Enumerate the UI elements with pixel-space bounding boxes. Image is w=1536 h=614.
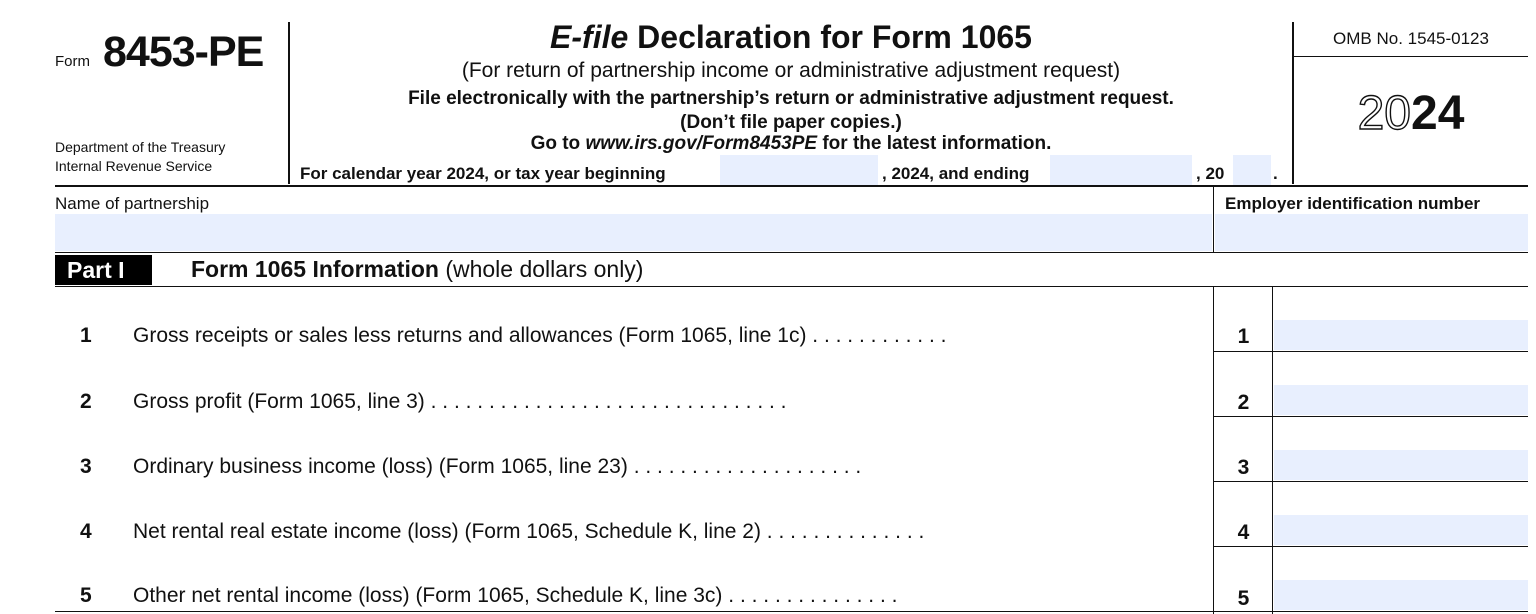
line-description (133, 324, 946, 348)
line-number: 2 (80, 390, 92, 413)
tax-year (1294, 86, 1528, 141)
title-efile: E-file (550, 19, 629, 55)
calendar-period: . (1273, 164, 1278, 183)
line-description (133, 584, 897, 608)
line-number: 4 (80, 520, 92, 543)
line-description (133, 390, 787, 414)
line-label: Gross receipts or sales less returns and allowances (Form 1065, line 1c) (133, 324, 807, 347)
department-line: Department of the Treasury (55, 139, 226, 155)
omb-number: OMB No. 1545-0123 (1333, 29, 1489, 48)
leader-dots: . . . . . . . . . . . . . . (760, 520, 925, 543)
part-title (191, 256, 643, 283)
ein-field[interactable] (1215, 214, 1528, 251)
line-3-rule (1213, 481, 1528, 482)
tax-year-end-field[interactable] (1050, 155, 1192, 185)
line-2-rule (1213, 416, 1528, 417)
line-4-rule (1213, 546, 1528, 547)
line-4-amount-field[interactable] (1274, 515, 1528, 545)
form-label: Form (55, 53, 90, 70)
box-number: 2 (1237, 391, 1250, 414)
part-badge: Part I (55, 255, 152, 285)
irs-url-link[interactable]: www.irs.gov/Form8453PE (585, 133, 818, 154)
box-column-left-rule (1213, 286, 1214, 614)
line-label: Net rental real estate income (loss) (Form 1065, Schedule K, line 2) (133, 520, 761, 543)
calendar-year-label: For calendar year 2024, or tax year beginning (300, 164, 666, 183)
ein-divider (1213, 187, 1214, 252)
box-number: 4 (1237, 521, 1250, 544)
file-instruction: File electronically with the partnership’s return or administrative adjustment request. (408, 88, 1174, 109)
leader-dots: . . . . . . . . . . . . . . . . . . . . . . . . . . . . . . . (424, 390, 787, 413)
line-1-amount-field[interactable] (1274, 320, 1528, 350)
line-5-rule (55, 611, 1528, 612)
paper-copy-note: (Don’t file paper copies.) (680, 112, 902, 133)
calendar-ending-label: , 2024, and ending (882, 164, 1030, 183)
calendar-20-label: , 20 (1196, 164, 1225, 183)
form-subtitle: (For return of partnership income or administrative adjustment request) (461, 59, 1121, 82)
box-number: 5 (1237, 587, 1250, 610)
tax-year-bold: 24 (1411, 87, 1465, 140)
line-label: Ordinary business income (loss) (Form 1065, line 23) (133, 455, 628, 478)
title-rest: Declaration for Form 1065 (628, 19, 1032, 55)
leader-dots: . . . . . . . . . . . . . . . (722, 584, 898, 607)
leader-dots: . . . . . . . . . . . . (806, 324, 947, 347)
part-title-rest: (whole dollars only) (438, 256, 644, 282)
agency-line: Internal Revenue Service (55, 158, 213, 174)
ein-label: Employer identification number (1225, 194, 1481, 213)
line-number: 1 (80, 324, 92, 347)
form-title (290, 19, 1292, 56)
line-number: 3 (80, 455, 92, 478)
line-description (133, 455, 861, 479)
partnership-name-field[interactable] (55, 214, 1212, 251)
box-number: 3 (1237, 456, 1250, 479)
box-column-right-rule (1272, 286, 1273, 614)
form-number: 8453-PE (103, 28, 264, 76)
line-label: Gross profit (Form 1065, line 3) (133, 390, 425, 413)
line-5-amount-field[interactable] (1274, 580, 1528, 610)
tax-year-outline: 20 (1357, 87, 1411, 140)
box-number: 1 (1237, 325, 1250, 348)
line-description (133, 520, 924, 544)
info-prefix: Go to (530, 133, 586, 154)
line-3-amount-field[interactable] (1274, 450, 1528, 480)
line-label: Other net rental income (loss) (Form 1065, Schedule K, line 3c) (133, 584, 723, 607)
info-suffix: for the latest information. (817, 133, 1052, 154)
partnership-name-label: Name of partnership (55, 194, 210, 213)
part-title-bold: Form 1065 Information (191, 256, 439, 282)
line-number: 5 (80, 584, 92, 607)
omb-divider (1292, 56, 1528, 57)
tax-year-begin-field[interactable] (720, 155, 878, 185)
tax-year-suffix-field[interactable] (1233, 155, 1271, 185)
info-instruction (290, 133, 1292, 155)
line-2-amount-field[interactable] (1274, 385, 1528, 415)
name-row-rule (55, 252, 1528, 253)
part-header-rule (55, 286, 1528, 287)
header-bottom-rule (55, 185, 1528, 187)
line-1-rule (1213, 351, 1528, 352)
leader-dots: . . . . . . . . . . . . . . . . . . . . (627, 455, 862, 478)
